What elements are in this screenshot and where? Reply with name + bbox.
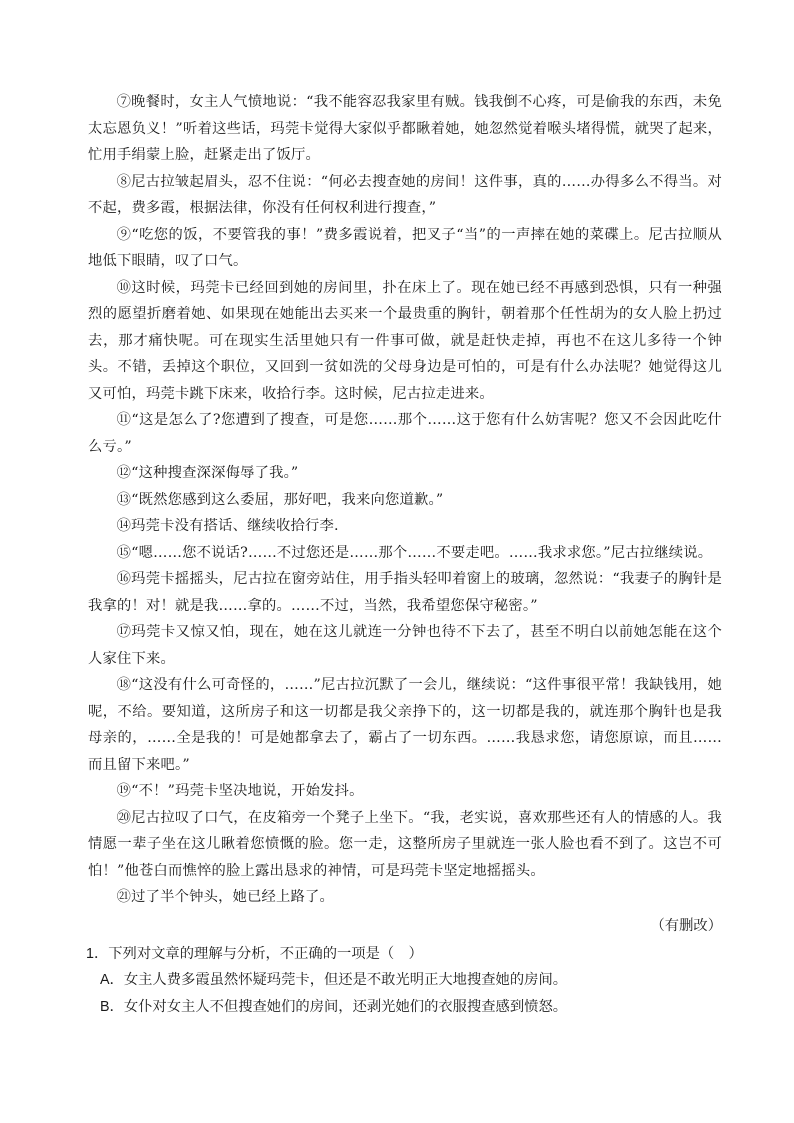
paragraph-18: ⑱“这没有什么可奇怪的，……”尼古拉沉默了一会儿，继续说：“这件事很平常！我缺钱用，她呢，不给。要知道，这所房子和这一切都是我父亲挣下的，这一切都是我的，就连那个胸针也是我母亲的，……全是我的！可是她都拿去了，霸占了一切东西。……我恳求您，请您原谅，而且……而且留下来吧。” <box>88 677 722 773</box>
paragraph-11: ⑪“这是怎么了?您遭到了搜查，可是您……那个……这于您有什么妨害呢？您又不会因此吃什么亏。” <box>88 412 722 455</box>
article-body <box>88 89 722 1020</box>
paragraph-10: ⑩这时候，玛莞卡已经回到她的房间里，扑在床上了。现在她已经不再感到恐惧，只有一种强烈的愿望折磨着她、如果现在她能出去买来一个最贵重的胸针，朝着那个任性胡为的女人脸上扔过去，那才痛快呢。可在现实生活里她只有一件事可做，就是赶快走掉，再也不在这儿多待一个钟头。不错，丢掉这个职位，又回到一贫如洗的父母身边是可怕的，可是有什么办法呢？她觉得这儿又可怕，玛莞卡跳下床来，收拾行李。这时候，尼古拉走进来。 <box>88 279 722 402</box>
paragraph-7: ⑦晚餐时，女主人气愤地说：“我不能容忍我家里有贼。钱我倒不心疼，可是偷我的东西，未免太忘恩负义！”听着这些话，玛莞卡觉得大家似乎都瞅着她，她忽然觉着喉头堵得慌，就哭了起来，忙用手绢蒙上脸，赶紧走出了饭厅。 <box>88 94 722 163</box>
paragraph-8: ⑧尼古拉皱起眉头，忍不住说：“何必去搜查她的房间！这件事，真的……办得多么不得当。对不起，费多霞，根据法律，你没有任何权利进行搜查，” <box>88 173 722 216</box>
paragraph-9: ⑨“吃您的饭，不要管我的事！”费多霞说着，把叉子“当”的一声摔在她的菜碟上。尼古拉顺从地低下眼睛，叹了口气。 <box>88 226 722 269</box>
paragraph-19: ⑲“不！”玛莞卡坚决地说，开始发抖。 <box>116 783 364 799</box>
paragraph-17: ⑰玛莞卡又惊又怕，现在，她在这儿就连一分钟也待不下去了，甚至不明白以前她怎能在这个人家住下来。 <box>88 624 722 667</box>
paragraph-16: ⑯玛莞卡摇摇头，尼古拉在窗旁站住，用手指头轻叩着窗上的玻璃，忽然说：“我妻子的胸针是我拿的！对！就是我……拿的。……不过，当然，我希望您保守秘密。” <box>88 571 722 614</box>
source-note: （有删改） <box>650 917 722 934</box>
paragraph-12: ⑫“这种搜查深深侮辱了我。” <box>116 465 299 481</box>
paragraph-20: ⑳尼古拉叹了口气，在皮箱旁一个凳子上坐下。“我，老实说，喜欢那些还有人的情感的人。我情愿一辈子坐在这儿瞅着您愤慨的脸。您一走，这整所房子里就连一张人脸也看不到了。这岂不可怕！”他苍白而憔悴的脸上露出恳求的神情，可是玛莞卡坚定地摇摇头。 <box>88 809 722 879</box>
option-b: B．女仆对女主人不但搜查她们的房间，还剥光她们的衣服搜查感到愤怒。 <box>100 998 568 1015</box>
question-stem: 1．下列对文章的理解与分析，不正确的一项是（ ） <box>86 945 423 962</box>
paragraph-13: ⑬“既然您感到这么委屈，那好吧，我来向您道歉。” <box>116 491 444 508</box>
paragraph-14: ⑭玛莞卡没有搭话、继续收拾行李. <box>116 518 339 534</box>
option-a: A．女主人费多霞虽然怀疑玛莞卡，但还是不敢光明正大地搜查她的房间。 <box>100 972 568 988</box>
paragraph-21: ㉑过了半个钟头，她已经上路了。 <box>116 889 335 905</box>
paragraph-15: ⑮“嗯……您不说话?……不过您还是……那个……不要走吧。……我求求您。”尼古拉继续说。 <box>116 544 713 561</box>
question-block <box>86 941 722 1021</box>
